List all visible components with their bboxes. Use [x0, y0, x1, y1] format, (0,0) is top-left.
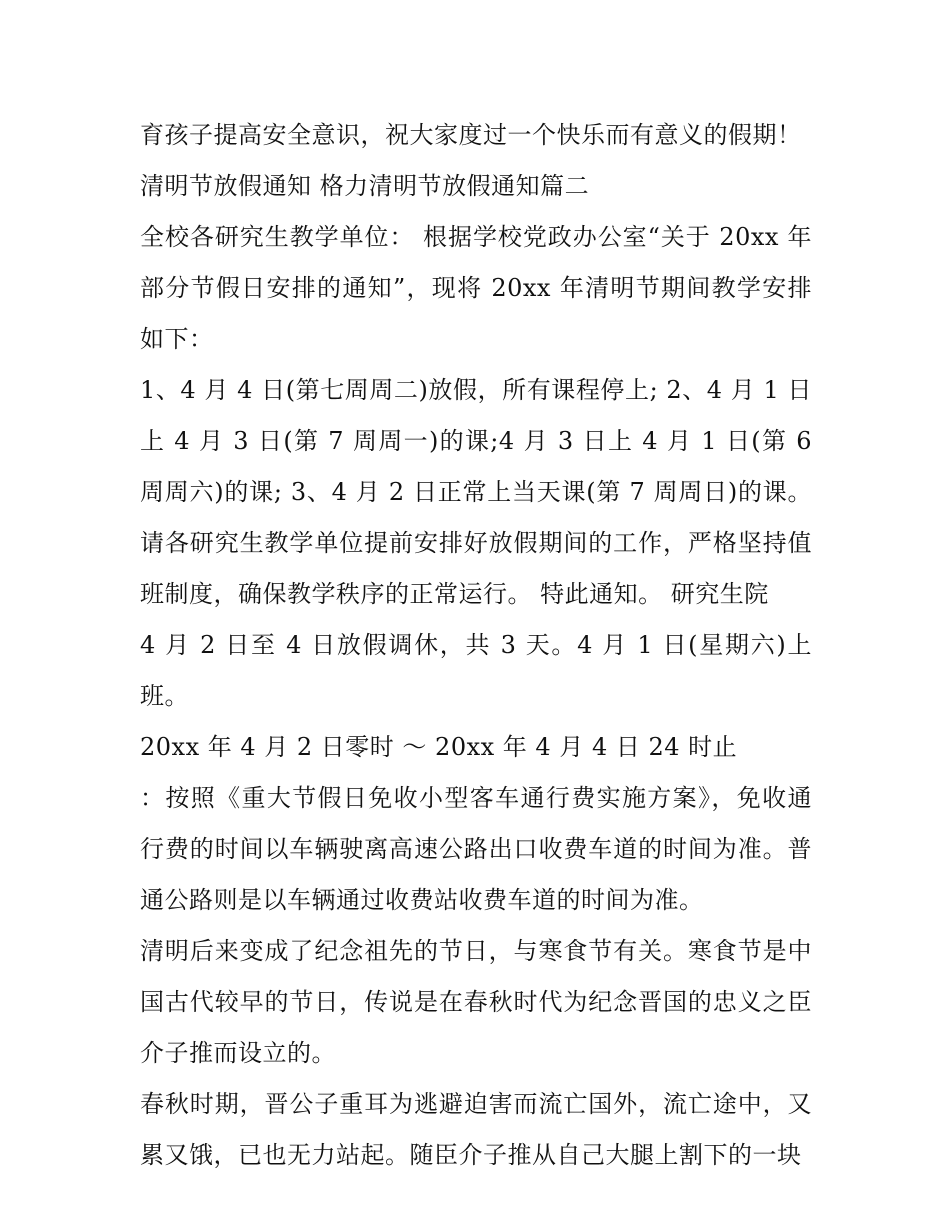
paragraph-notice-intro: 全校各研究生教学单位： 根据学校党政办公室“关于 20xx 年部分节假日安排的通知”，现将 20xx 年清明节期间教学安排如下： — [140, 223, 812, 353]
paragraph-safety-wish: 育孩子提高安全意识，祝大家度过一个快乐而有意义的假期！ — [140, 121, 802, 149]
document-body — [140, 110, 812, 1181]
paragraph-holiday-dates: 4 月 2 日至 4 日放假调休，共 3 天。4 月 1 日(星期六)上班。 — [140, 631, 812, 710]
paragraph-toll-free-rules: ：按照《重大节假日免收小型客车通行费实施方案》，免收通行费的时间以车辆驶离高速公路出口收费车道的时间为准。普通公路则是以车辆通过收费站收费车道的时间为准。 — [140, 784, 812, 914]
paragraph-qingming-origin: 清明后来变成了纪念祖先的节日，与寒食节有关。寒食节是中国古代较早的节日，传说是在春秋时代为纪念晋国的忠义之臣介子推而设立的。 — [140, 937, 812, 1067]
section-title: 清明节放假通知 格力清明节放假通知篇二 — [140, 172, 590, 200]
paragraph-toll-free-period: 20xx 年 4 月 2 日零时 ～ 20xx 年 4 月 4 日 24 时止 — [140, 733, 738, 761]
paragraph-jie-zitui-story: 春秋时期，晋公子重耳为逃避迫害而流亡国外，流亡途中，又累又饿，已也无力站起。随臣介子推从自己大腿上割下的一块 — [140, 1090, 812, 1169]
paragraph-teaching-schedule: 1、4 月 4 日(第七周周二)放假，所有课程停上; 2、4 月 1 日上 4 月 3 日(第 7 周周一)的课;4 月 3 日上 4 月 1 日(第 6 周周六)的课; 3、4 月 2 日正常上当天课(第 7 周周日)的课。 请各研究生教学单位提前安排好放假期间的工作，严格坚持值班制度，确保教学秩序的正常运行。 特此通知。 研究生院 — [140, 376, 812, 608]
